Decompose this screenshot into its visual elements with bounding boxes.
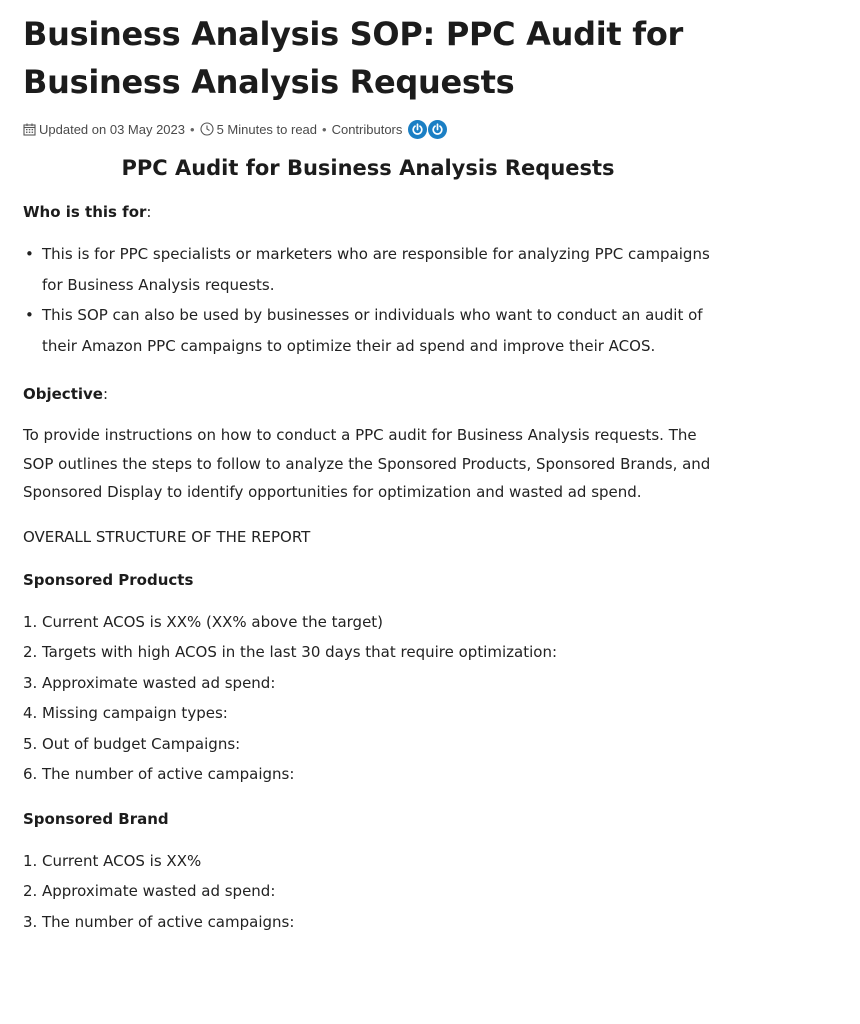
clock-icon bbox=[200, 122, 214, 136]
list-item: 5. Out of budget Campaigns: bbox=[23, 734, 241, 753]
section-heading: PPC Audit for Business Analysis Requests bbox=[121, 156, 615, 180]
list-item: 1. Current ACOS is XX% bbox=[23, 851, 202, 870]
objective-label-line: Objective: bbox=[23, 385, 109, 403]
page-title: Business Analysis SOP: PPC Audit for Business Analysis Requests bbox=[23, 15, 683, 101]
who-list bbox=[23, 239, 713, 361]
list-item: • This is for PPC specialists or marketers who are responsible for analyzing PPC campaigns for Business Analysis requests. bbox=[42, 239, 713, 300]
article-body bbox=[23, 154, 713, 937]
updated-date: Updated on 03 May 2023 bbox=[39, 121, 185, 137]
list-item: 1. Current ACOS is XX% (XX% above the target) bbox=[23, 612, 384, 631]
list-item: • This SOP can also be used by businesses or individuals who want to conduct an audit of their Amazon PPC campaigns to optimize their ad spend and improve their ACOS. bbox=[42, 300, 713, 361]
contributors-label: Contributors bbox=[331, 121, 403, 137]
list-item: 2. Targets with high ACOS in the last 30 days that require optimization: bbox=[23, 643, 558, 661]
who-label-line: Who is this for: bbox=[23, 203, 152, 221]
meta-separator: • bbox=[322, 121, 327, 137]
overall-structure: OVERALL STRUCTURE OF THE REPORT bbox=[23, 527, 311, 546]
objective-label: Objective bbox=[23, 385, 103, 403]
read-time: 5 Minutes to read bbox=[216, 121, 318, 137]
who-label: Who is this for bbox=[23, 203, 147, 221]
list-item: 4. Missing campaign types: bbox=[23, 704, 228, 722]
list-item: 6. The number of active campaigns: bbox=[23, 765, 295, 783]
sponsored-products-label-line bbox=[23, 570, 713, 590]
meta-separator: • bbox=[190, 121, 195, 137]
article bbox=[23, 0, 713, 937]
sponsored-products-list bbox=[23, 607, 713, 790]
list-item: 2. Approximate wasted ad spend: bbox=[23, 882, 276, 900]
list-item: 3. The number of active campaigns: bbox=[23, 912, 295, 931]
contributors-list bbox=[408, 120, 448, 139]
list-item: 3. Approximate wasted ad spend: bbox=[23, 673, 276, 692]
sponsored-products-label: Sponsored Products bbox=[23, 570, 194, 589]
objective-text: To provide instructions on how to conduct a PPC audit for Business Analysis requests. The SOP outlines the steps to follow to analyze the Sponsored Products, Sponsored Brands, and Sponsored Display to identify opportunities for optimization and wasted ad spend. bbox=[23, 426, 711, 501]
sponsored-brand-list bbox=[23, 846, 713, 938]
calendar-icon bbox=[23, 123, 36, 136]
contributor-avatar[interactable] bbox=[428, 120, 447, 139]
contributor-avatar[interactable] bbox=[408, 120, 427, 139]
sponsored-brand-label: Sponsored Brand bbox=[23, 809, 169, 828]
article-meta bbox=[23, 118, 713, 140]
sponsored-brand-label-line bbox=[23, 809, 713, 829]
